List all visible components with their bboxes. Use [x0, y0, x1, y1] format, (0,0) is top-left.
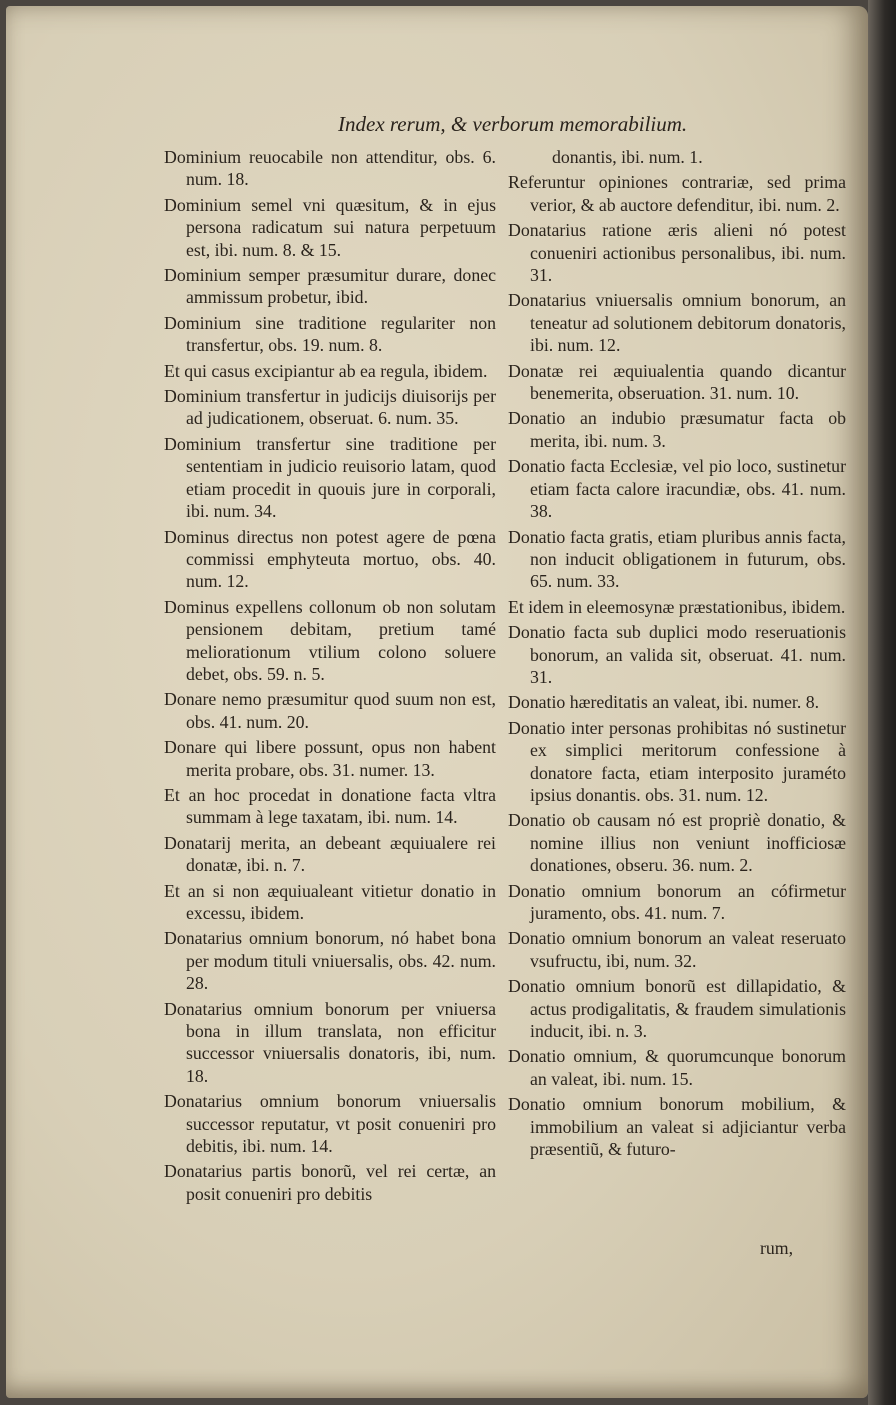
right-column [508, 146, 846, 1163]
left-column [164, 146, 496, 1208]
index-entry: Donatio omnium bonorum an cófirmetur juramento, obs. 41. num. 7. [508, 880, 846, 923]
index-entry: Donatio omnium bonorum an valeat reseruato vsufructu, ibi, num. 32. [508, 928, 846, 971]
index-entry: Donatio facta Ecclesiæ, vel pio loco, sustinetur etiam facta calore iracundiæ, obs. 41. num. 38. [508, 456, 846, 522]
index-entry: Dominus directus non potest agere de pœna commissi emphyteuta mortuo, obs. 40. num. 12. [164, 526, 496, 592]
index-entry: Donatæ rei æquiualentia quando dicantur benemerita, obseruation. 31. num. 10. [508, 360, 846, 404]
index-entry: Dominium semper præsumitur durare, donec ammissum probetur, ibid. [164, 265, 496, 308]
index-entry: Donatio ob causam nó est propriè donatio, & nomine illius non veniunt inofficiosæ donationes, obseru. 36. num. 2. [508, 810, 846, 876]
index-entry: Donatarius vniuersalis omnium bonorum, an teneatur ad solutionem debitorum donatoris, ibi. num. 12. [508, 290, 846, 356]
catchword: rum, [760, 1238, 794, 1258]
index-entry: Dominium semel vni quæsitum, & in ejus persona radicatum sui natura perpetuum est, ibi. num. 8. & 15. [164, 194, 496, 260]
index-entry: Donatio omnium bonorũ est dillapidatio, & actus prodigalitatis, & fraudem simulationis inducit, ibi. n. 3. [508, 976, 846, 1042]
index-entry: Donatarius omnium bonorum per vniuersa bona in illum translata, non efficitur successor vniuersalis donatoris, ibi, num. 18. [164, 998, 496, 1086]
index-entry-continuation: donantis, ibi. num. 1. [552, 147, 703, 167]
index-entry: Dominium sine traditione regulariter non transfertur, obs. 19. num. 8. [164, 312, 496, 356]
index-entry: Et qui casus excipiantur ab ea regula, ibidem. [164, 360, 488, 381]
index-entry: Referuntur opiniones contrariæ, sed prima verior, & ab auctore defenditur, ibi. num. 2. [508, 172, 846, 215]
index-entry: Donatarij merita, an debeant æquiualere rei donatæ, ibi. n. 7. [164, 832, 496, 876]
index-entry: Donatarius omnium bonorum vniuersalis successor reputatur, vt posit conueniri pro debitis, ibi. num. 14. [164, 1091, 496, 1157]
index-entry: Donatio inter personas prohibitas nó sustinetur ex simplici meritorum confessione à donatore facta, etiam interposito juraméto ipsius donantis. obs. 31. num. 12. [508, 717, 846, 805]
index-entry: Et idem in eleemosynæ præstationibus, ibidem. [508, 596, 846, 617]
index-entry: Et an hoc procedat in donatione facta vltra summam à lege taxatam, ibi. num. 14. [164, 784, 496, 828]
index-entry: Dominium transfertur sine traditione per sententiam in judicio reuisorio latam, quod etiam procedit in quouis jure in corporali, ibi. num. 34. [164, 433, 496, 522]
index-entry: Donatio omnium, & quorumcunque bonorum an valeat, ibi. num. 15. [508, 1046, 846, 1089]
index-entry: Dominium reuocabile non attenditur, obs. 6. num. 18. [164, 147, 496, 190]
index-entry: Donare qui libere possunt, opus non habent merita probare, obs. 31. numer. 13. [164, 737, 496, 780]
index-entry: Donatio hæreditatis an valeat, ibi. numer. 8. [508, 692, 820, 713]
index-entry: Donatio an indubio præsumatur facta ob merita, ibi. num. 3. [508, 408, 846, 451]
index-entry: Donatio facta sub duplici modo reseruationis bonorum, an valida sit, obseruat. 41. num. 31. [508, 622, 846, 687]
index-entry: Donatarius ratione æris alieni nó potest conueniri actionibus personalibus, ibi. num. 31. [508, 220, 846, 286]
index-entry: Donatarius partis bonorũ, vel rei certæ, an posit conueniri pro debitis [164, 1161, 496, 1204]
running-header: Index rerum, & verborum memorabilium. [338, 112, 688, 136]
index-entry: Et an si non æquiualeant vitietur donatio in excessu, ibidem. [164, 880, 496, 923]
index-entry: Donatarius omnium bonorum, nó habet bona per modum tituli vniuersalis, obs. 42. num. 28. [164, 928, 496, 994]
index-entry: Donare nemo præsumitur quod suum non est, obs. 41. num. 20. [164, 689, 496, 732]
index-entry: Donatio facta gratis, etiam pluribus annis facta, non inducit obligationem in futurum, obs. 65. num. 33. [508, 526, 846, 592]
index-entry: Dominium transfertur in judicijs diuisorijs per ad judicationem, obseruat. 6. num. 35. [164, 386, 496, 429]
index-entry: Dominus expellens collonum ob non solutam pensionem debitam, pretium tamé meliorationum vtilium colono soluere debet, obs. 59. n. 5. [164, 596, 496, 684]
index-entry: Donatio omnium bonorum mobilium, & immobilium an valeat si adjiciantur verba præsentiũ, & futuro- [508, 1094, 846, 1160]
book-spine-edge [868, 0, 896, 1405]
